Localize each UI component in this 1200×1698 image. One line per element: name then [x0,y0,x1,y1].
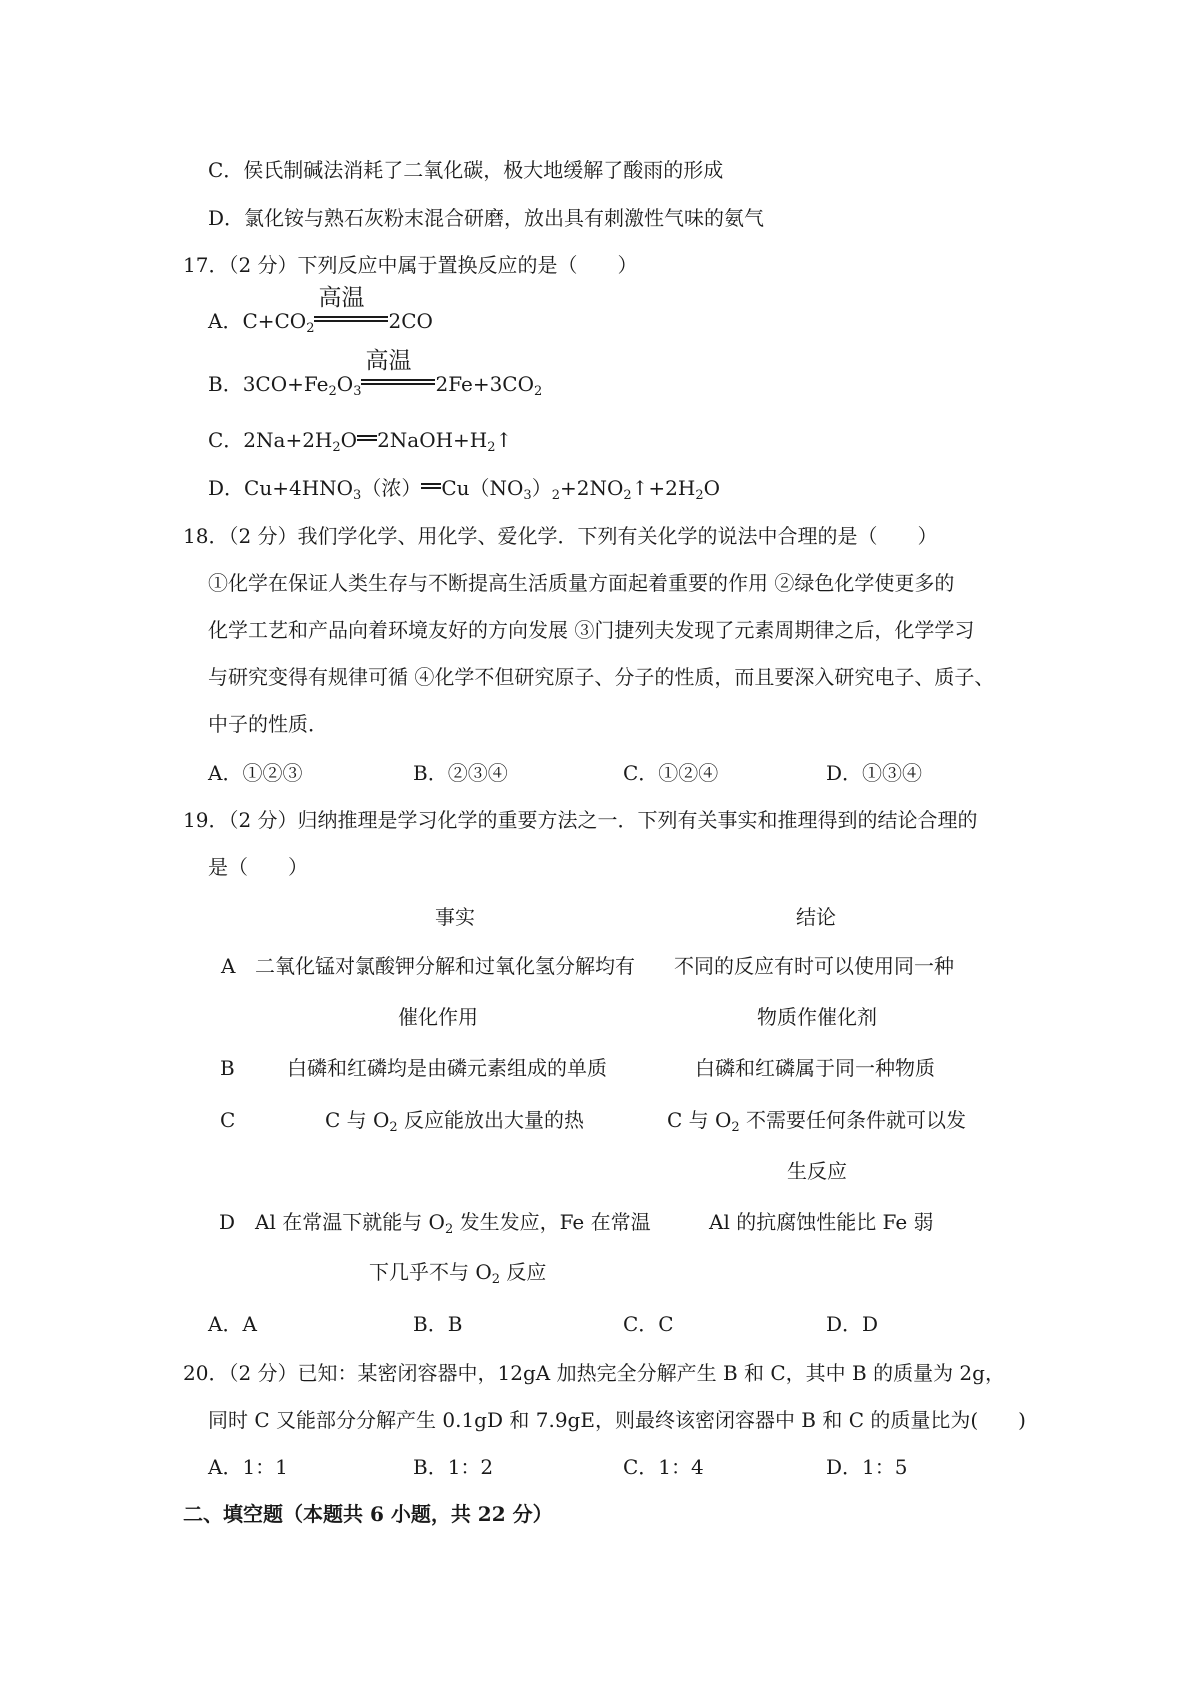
table-cell-fact [325,1106,584,1134]
q17-b-subscript: 2 [534,384,543,399]
table-cell-conclusion: 生反应 [787,1159,847,1183]
q19-option-a: A．A [208,1312,257,1336]
table-cell-fact [255,1208,651,1236]
q18-statement-line: 化学工艺和产品向着环境友好的方向发展 ③门捷列夫发现了元素周期律之后，化学学习 [208,618,975,642]
table-row-label: B [220,1056,235,1080]
q17-c-subscript: 2 [332,440,341,455]
q17-option-d [208,474,720,502]
q17-a-subscript: 2 [306,321,315,336]
q17-d-part: O [703,476,721,500]
q17-c-subscript: 2 [487,440,496,455]
table-cell-conclusion [667,1106,966,1134]
table-row-label: C [220,1108,236,1132]
q17-a-reactants: A．C+CO [208,309,307,333]
q17-c-part: O [340,428,358,452]
q19-option-b: B．B [413,1312,463,1336]
q19-option-c: C．C [623,1312,674,1336]
conclusion-subscript: 2 [731,1120,740,1135]
table-cell-conclusion: 不同的反应有时可以使用同一种 [674,954,954,978]
table-cell-fact [369,1258,546,1286]
table-cell-fact: 白磷和红磷均是由磷元素组成的单质 [287,1056,607,1080]
q17-d-part: ） [531,476,552,500]
q17-b-part: B．3CO+Fe [208,372,329,396]
q17-d-subscript: 2 [695,488,704,503]
q17-d-part: +2NO [559,476,624,500]
q17-d-part: （浓） [361,476,422,500]
q17-d-part: ↑+2H [631,476,696,500]
fact-text: C 与 O [325,1108,390,1132]
table-cell-fact: 催化作用 [398,1005,478,1029]
q17-d-subscript: 2 [551,488,560,503]
table-cell-fact: 二氧化锰对氯酸钾分解和过氧化氢分解均有 [255,954,635,978]
q20-option-c: C．1：4 [623,1455,704,1479]
equation-bar [421,481,441,491]
q20-option-d: D．1：5 [826,1455,908,1479]
q18-statement-line: 与研究变得有规律可循 ④化学不但研究原子、分子的性质，而且要深入研究电子、质子、 [208,665,995,689]
q20-option-a: A．1：1 [208,1455,288,1479]
q16-option-d: D．氯化铵与熟石灰粉末混合研磨，放出具有刺激性气味的氨气 [208,206,765,230]
table-row-label: A [221,954,236,978]
fact-text: 反应 [500,1260,547,1284]
q17-d-part: D．Cu+4HNO [208,476,354,500]
q17-b-part: O [336,372,354,396]
table-header-fact: 事实 [435,905,475,929]
q17-d-subscript: 2 [623,488,632,503]
fact-subscript: 2 [389,1120,398,1135]
q17-d-part: Cu（NO [441,476,524,500]
fact-text: 下几乎不与 O [369,1260,492,1284]
fact-text: Al 在常温下就能与 O [255,1210,445,1234]
q18-option-b: B．②③④ [413,761,508,785]
q18-statement-line: 中子的性质． [208,712,328,736]
q19-option-d: D．D [826,1312,879,1336]
q17-stem: 17．（2 分）下列反应中属于置换反应的是（ ） [183,253,638,277]
fact-subscript: 2 [491,1272,501,1287]
table-row-label: D [219,1210,236,1234]
gas-arrow: ↑ [495,428,513,452]
equation-bar [357,433,377,443]
q17-b-subscript: 3 [353,384,362,399]
q17-c-part: 2NaOH+H [377,428,488,452]
equation-bar [314,285,388,324]
equation-bar [361,348,435,387]
section-heading: 二、填空题（本题共 6 小题，共 22 分） [183,1502,553,1526]
q18-stem: 18．（2 分）我们学化学、用化学、爱化学．下列有关化学的说法中合理的是（ ） [183,524,938,548]
table-cell-conclusion: 白磷和红磷属于同一种物质 [695,1056,935,1080]
reaction-condition: 高温 [365,348,412,374]
q17-c-part: C．2Na+2H [208,428,333,452]
q20-stem: 20．（2 分）已知：某密闭容器中，12gA 加热完全分解产生 B 和 C，其中 B 的质量为 2g， [183,1361,1005,1385]
fact-text: 反应能放出大量的热 [397,1108,585,1132]
q16-option-c: C．侯氏制碱法消耗了二氧化碳，极大地缓解了酸雨的形成 [208,158,724,182]
reaction-condition: 高温 [318,285,365,311]
q17-b-part: 2Fe+3CO [435,372,534,396]
table-header-conclusion: 结论 [796,905,836,929]
q18-option-a: A．①②③ [208,761,303,785]
q17-a-products: 2CO [388,309,433,333]
q20-stem-cont: 同时 C 又能部分分解产生 0.1gD 和 7.9gE，则最终该密闭容器中 B 和 C 的质量比为( ) [208,1408,1026,1432]
conclusion-text: C 与 O [667,1108,732,1132]
q18-option-c: C．①②④ [623,761,719,785]
fact-text: 发生发应，Fe 在常温 [453,1210,651,1234]
q17-d-subscript: 3 [353,488,362,503]
q20-option-b: B．1：2 [413,1455,494,1479]
q17-option-c [208,426,512,454]
fact-subscript: 2 [444,1222,454,1237]
q18-option-d: D．①③④ [826,761,923,785]
q17-option-b [208,348,543,399]
table-cell-conclusion: Al 的抗腐蚀性能比 Fe 弱 [709,1210,934,1234]
q17-d-subscript: 3 [523,488,532,503]
conclusion-text: 不需要任何条件就可以发 [739,1108,967,1132]
q17-b-subscript: 2 [328,384,337,399]
q19-stem-cont: 是（ ） [208,855,308,879]
q18-statement-line: ①化学在保证人类生存与不断提高生活质量方面起着重要的作用 ②绿色化学使更多的 [208,571,955,595]
q17-option-a [208,285,433,336]
q19-stem: 19．（2 分）归纳推理是学习化学的重要方法之一．下列有关事实和推理得到的结论合理的 [183,808,978,832]
table-cell-conclusion: 物质作催化剂 [757,1005,877,1029]
